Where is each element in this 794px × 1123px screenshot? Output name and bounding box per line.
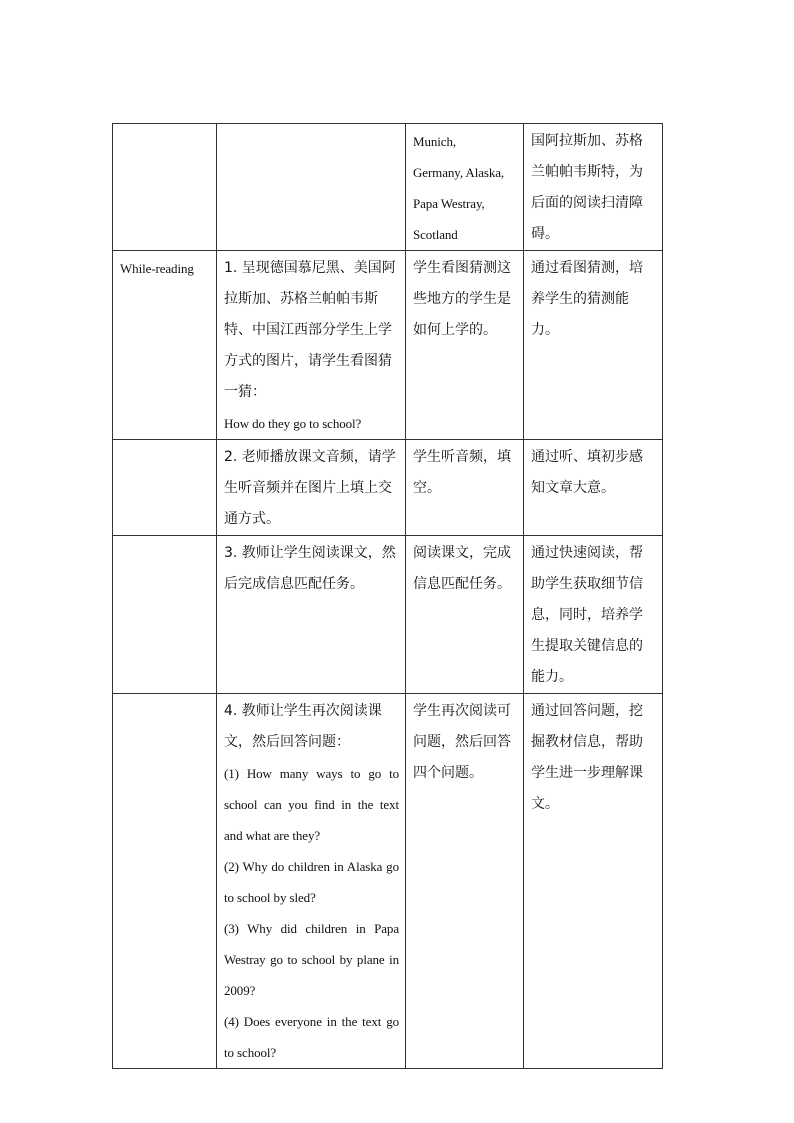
teacher-activity-cell	[217, 536, 406, 694]
table-row	[113, 536, 663, 694]
table-row	[113, 440, 663, 536]
stage-cell	[113, 694, 217, 1069]
purpose-text: 通过看图猜测，培养学生的猜测能力。	[531, 260, 643, 338]
question-item: (2) Why do children in Alaska go to school by sled?	[224, 859, 399, 905]
purpose-text: 通过听、填初步感知文章大意。	[531, 449, 643, 496]
question-item: (3) Why did children in Papa Westray go to school by plane in 2009?	[224, 921, 399, 998]
student-activity-text: 学生再次阅读可问题，然后回答四个问题。	[413, 703, 511, 781]
question-item: (4) Does everyone in the text go to school?	[224, 1014, 399, 1060]
purpose-cell	[524, 124, 663, 251]
purpose-text: 通过回答问题，挖掘教材信息，帮助学生进一步理解课文。	[531, 703, 643, 812]
student-activity-cell	[406, 124, 524, 251]
student-activity-line: Germany, Alaska,	[413, 165, 505, 180]
teacher-activity-text: 1. 呈现德国慕尼黑、美国阿拉斯加、苏格兰帕帕韦斯特、中国江西部分学生上学方式的图片，请学生看图猜一猜：	[224, 260, 396, 400]
purpose-text: 国阿拉斯加、苏格兰帕帕韦斯特，为后面的阅读扫清障碍。	[531, 133, 643, 242]
teacher-activity-text: 4. 教师让学生再次阅读课文，然后回答问题：	[224, 703, 382, 750]
student-activity-line: Scotland	[413, 227, 458, 242]
teacher-activity-cell	[217, 251, 406, 440]
stage-label: While-reading	[120, 261, 194, 276]
teacher-activity-cell	[217, 694, 406, 1069]
question-item: (1) How many ways to go to school can you find in the text and what are they?	[224, 766, 399, 843]
student-activity-text: 学生听音频，填空。	[413, 449, 511, 496]
student-activity-text: 阅读课文，完成信息匹配任务。	[413, 545, 511, 592]
stage-cell	[113, 440, 217, 536]
purpose-cell	[524, 694, 663, 1069]
student-activity-cell	[406, 694, 524, 1069]
lesson-plan-table	[112, 123, 663, 1069]
table-row	[113, 124, 663, 251]
student-activity-cell	[406, 536, 524, 694]
teacher-activity-cell	[217, 440, 406, 536]
table-row	[113, 251, 663, 440]
purpose-cell	[524, 440, 663, 536]
purpose-cell	[524, 251, 663, 440]
stage-cell	[113, 124, 217, 251]
teacher-activity-text: 3. 教师让学生阅读课文，然后完成信息匹配任务。	[224, 545, 396, 592]
teacher-activity-text: 2. 老师播放课文音频，请学生听音频并在图片上填上交通方式。	[224, 449, 396, 527]
purpose-cell	[524, 536, 663, 694]
stage-cell	[113, 536, 217, 694]
teacher-activity-question: How do they go to school?	[224, 416, 362, 431]
student-activity-text: 学生看图猜测这些地方的学生是如何上学的。	[413, 260, 511, 338]
student-activity-cell	[406, 251, 524, 440]
student-activity-cell	[406, 440, 524, 536]
student-activity-line: Papa Westray,	[413, 196, 485, 211]
purpose-text: 通过快速阅读，帮助学生获取细节信息，同时，培养学生提取关键信息的能力。	[531, 545, 643, 685]
student-activity-line: Munich,	[413, 134, 456, 149]
table-row	[113, 694, 663, 1069]
stage-cell	[113, 251, 217, 440]
teacher-activity-cell	[217, 124, 406, 251]
